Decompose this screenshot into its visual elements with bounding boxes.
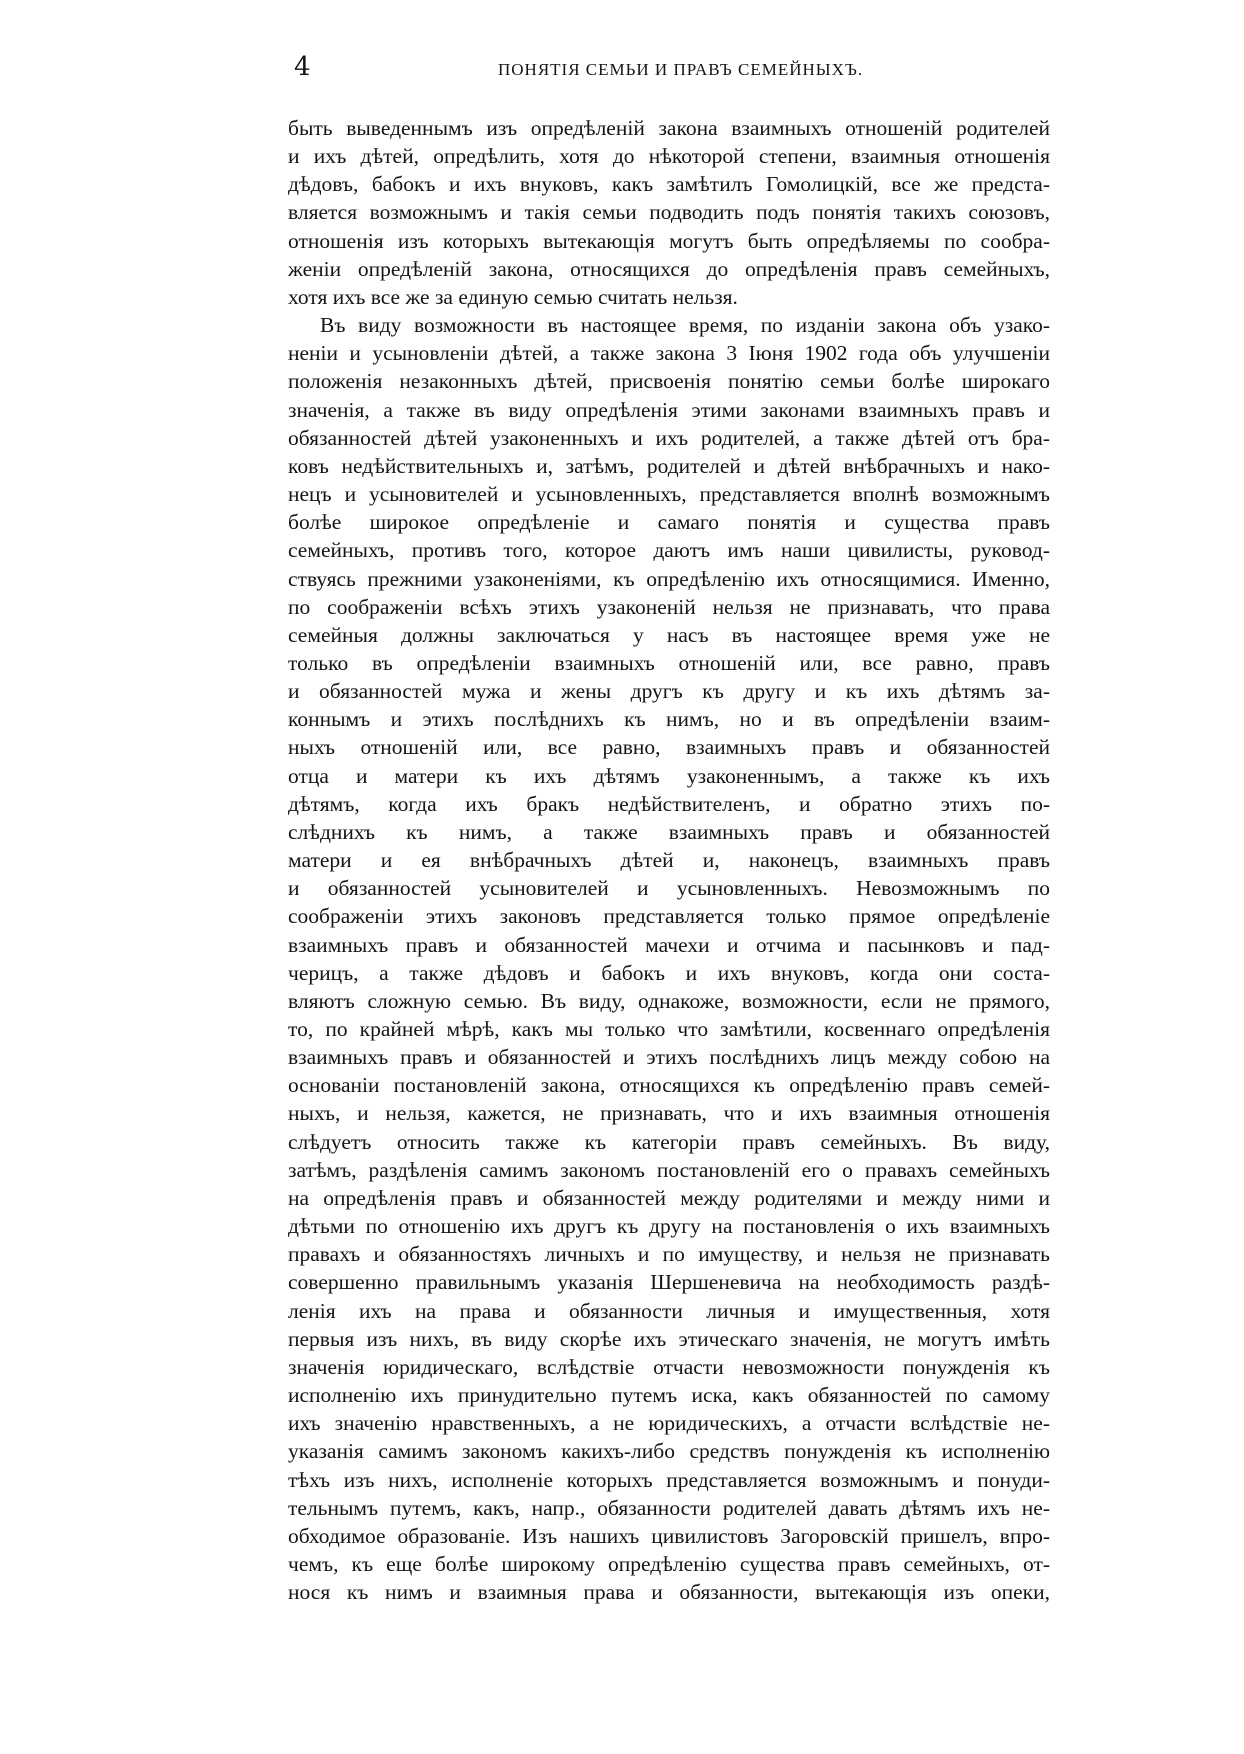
text-line: нося къ нимъ и взаимныя права и обязанности, вытекающія изъ опеки, <box>288 1580 1050 1605</box>
text-line: вляютъ сложную семью. Въ виду, однакоже, возможности, если не прямого, <box>288 988 1050 1013</box>
text-line: и обязанностей мужа и жены другъ къ другу и къ ихъ дѣтямъ за- <box>288 679 1050 704</box>
text-line: вляется возможнымъ и такія семьи подводить подъ понятія такихъ союзовъ, <box>288 200 1050 225</box>
text-line: и ихъ дѣтей, опредѣлить, хотя до нѣкоторой степени, взаимныя отношенія <box>288 144 1050 169</box>
paragraph-2 <box>288 311 1050 1606</box>
text-line: первыя изъ нихъ, въ виду скорѣе ихъ этическаго значенія, не могутъ имѣть <box>288 1326 1050 1351</box>
text-line: слѣднихъ къ нимъ, а также взаимныхъ правъ и обязанностей <box>288 819 1050 844</box>
text-line: тельнымъ путемъ, какъ, напр., обязанности родителей давать дѣтямъ ихъ не- <box>288 1495 1050 1520</box>
text-line: матери и ея внѣбрачныхъ дѣтей и, наконецъ, взаимныхъ правъ <box>288 848 1050 873</box>
text-line: указанія самимъ закономъ какихъ-либо средствъ понужденія къ исполненію <box>288 1439 1050 1464</box>
text-line: семейныя должны заключаться у насъ въ настоящее время уже не <box>288 622 1050 647</box>
text-line: слѣдуетъ относить также къ категоріи правъ семейныхъ. Въ виду, <box>288 1129 1050 1154</box>
text-line: то, по крайней мѣрѣ, какъ мы только что замѣтили, косвеннаго опредѣленія <box>288 1017 1050 1041</box>
text-line: исполненію ихъ принудительно путемъ иска, какъ обязанностей по самому <box>288 1383 1050 1408</box>
text-line: дѣтьми по отношенію ихъ другъ къ другу на постановленія о ихъ взаимныхъ <box>288 1214 1050 1239</box>
text-line: отношенія изъ которыхъ вытекающія могутъ быть опредѣляемы по сообра- <box>288 228 1050 253</box>
text-line: дѣдовъ, бабокъ и ихъ внуковъ, какъ замѣтилъ Гомолицкій, все же предста- <box>288 172 1050 197</box>
text-line: чемъ, къ еще болѣе широкому опредѣленію существа правъ семейныхъ, от- <box>288 1551 1050 1576</box>
text-line: затѣмъ, раздѣленія самимъ закономъ постановленій его о правахъ семейныхъ <box>288 1157 1050 1182</box>
text-line: женіи опредѣленій закона, относящихся до опредѣленія правъ семейныхъ, <box>288 256 1050 281</box>
text-line: семейныхъ, противъ того, которое даютъ имъ наши цивилисты, руковод- <box>288 538 1050 563</box>
text-line: основаніи постановленій закона, относящихся къ опредѣленію правъ семей- <box>288 1073 1050 1098</box>
text-line: значенія юридическаго, вслѣдствіе отчасти невозможности понужденія къ <box>288 1354 1050 1379</box>
page-header <box>288 52 1050 92</box>
text-line: только въ опредѣленіи взаимныхъ отношеній или, все равно, правъ <box>288 650 1050 675</box>
text-line: черицъ, а также дѣдовъ и бабокъ и ихъ внуковъ, когда они соста- <box>288 960 1050 985</box>
text-line: неніи и усыновленіи дѣтей, а также закона 3 Іюня 1902 года объ улучшеніи <box>288 341 1050 366</box>
text-line: обязанностей дѣтей узаконенныхъ и ихъ родителей, а также дѣтей отъ бра- <box>288 425 1050 450</box>
text-line: ствуясь прежними узаконеніями, къ опредѣленію ихъ относящимися. Именно, <box>288 566 1050 591</box>
paragraph-1 <box>288 114 1050 311</box>
text-line: дѣтямъ, когда ихъ бракъ недѣйствителенъ, и обратно этихъ по- <box>288 791 1050 816</box>
text-line: ихъ значенію нравственныхъ, а не юридическихъ, а отчасти вслѣдствіе не- <box>288 1411 1050 1436</box>
text-line: ленія ихъ на права и обязанности личныя и имущественныя, хотя <box>288 1298 1050 1323</box>
text-line: по соображеніи всѣхъ этихъ узаконеній нельзя не признавать, что права <box>288 594 1050 619</box>
text-line: и обязанностей усыновителей и усыновленныхъ. Невозможнымъ по <box>288 876 1050 901</box>
text-line: нецъ и усыновителей и усыновленныхъ, представляется вполнѣ возможнымъ <box>288 482 1050 507</box>
text-line: болѣе широкое опредѣленіе и самаго понятія и существа правъ <box>288 510 1050 535</box>
text-line: отца и матери къ ихъ дѣтямъ узаконеннымъ, а также къ ихъ <box>288 763 1050 788</box>
text-line: ныхъ отношеній или, все равно, взаимныхъ правъ и обязанностей <box>288 735 1050 760</box>
text-line: правахъ и обязанностяхъ личныхъ и по имуществу, и нельзя не признавать <box>288 1242 1050 1267</box>
text-line: быть выведеннымъ изъ опредѣленій закона взаимныхъ отношеній родителей <box>288 116 1050 140</box>
text-line: ковъ недѣйствительныхъ и, затѣмъ, родителей и дѣтей внѣбрачныхъ и нако- <box>288 453 1050 478</box>
body-text <box>288 114 1050 1606</box>
text-line: обходимое образованіе. Изъ нашихъ цивилистовъ Загоровскій пришелъ, впро- <box>288 1523 1050 1548</box>
text-line: тѣхъ изъ нихъ, исполненіе которыхъ представляется возможнымъ и понуди- <box>288 1467 1050 1492</box>
text-line: совершенно правильнымъ указанія Шершеневича на необходимость раздѣ- <box>288 1270 1050 1295</box>
text-line: взаимныхъ правъ и обязанностей мачехи и отчима и пасынковъ и пад- <box>288 932 1050 957</box>
text-line: на опредѣленія правъ и обязанностей между родителями и между ними и <box>288 1185 1050 1210</box>
text-line: соображеніи этихъ законовъ представляется только прямое опредѣленіе <box>288 904 1050 929</box>
text-line: положенія незаконныхъ дѣтей, присвоенія понятію семьи болѣе широкаго <box>288 369 1050 394</box>
text-line: взаимныхъ правъ и обязанностей и этихъ послѣднихъ лицъ между собою на <box>288 1045 1050 1070</box>
running-title: ПОНЯТІЯ СЕМЬИ И ПРАВЪ СЕМЕЙНЫХЪ. <box>498 60 864 79</box>
text-line: значенія, а также въ виду опредѣленія этими законами взаимныхъ правъ и <box>288 397 1050 422</box>
text-line: Въ виду возможности въ настоящее время, по изданіи закона объ узако- <box>320 313 1050 338</box>
text-line: коннымъ и этихъ послѣднихъ къ нимъ, но и въ опредѣленіи взаим- <box>288 707 1050 732</box>
page-number: 4 <box>294 52 311 82</box>
text-line: ныхъ, и нельзя, кажется, не признавать, что и ихъ взаимныя отношенія <box>288 1101 1050 1126</box>
text-line: хотя ихъ все же за единую семью считать нельзя. <box>288 284 738 309</box>
